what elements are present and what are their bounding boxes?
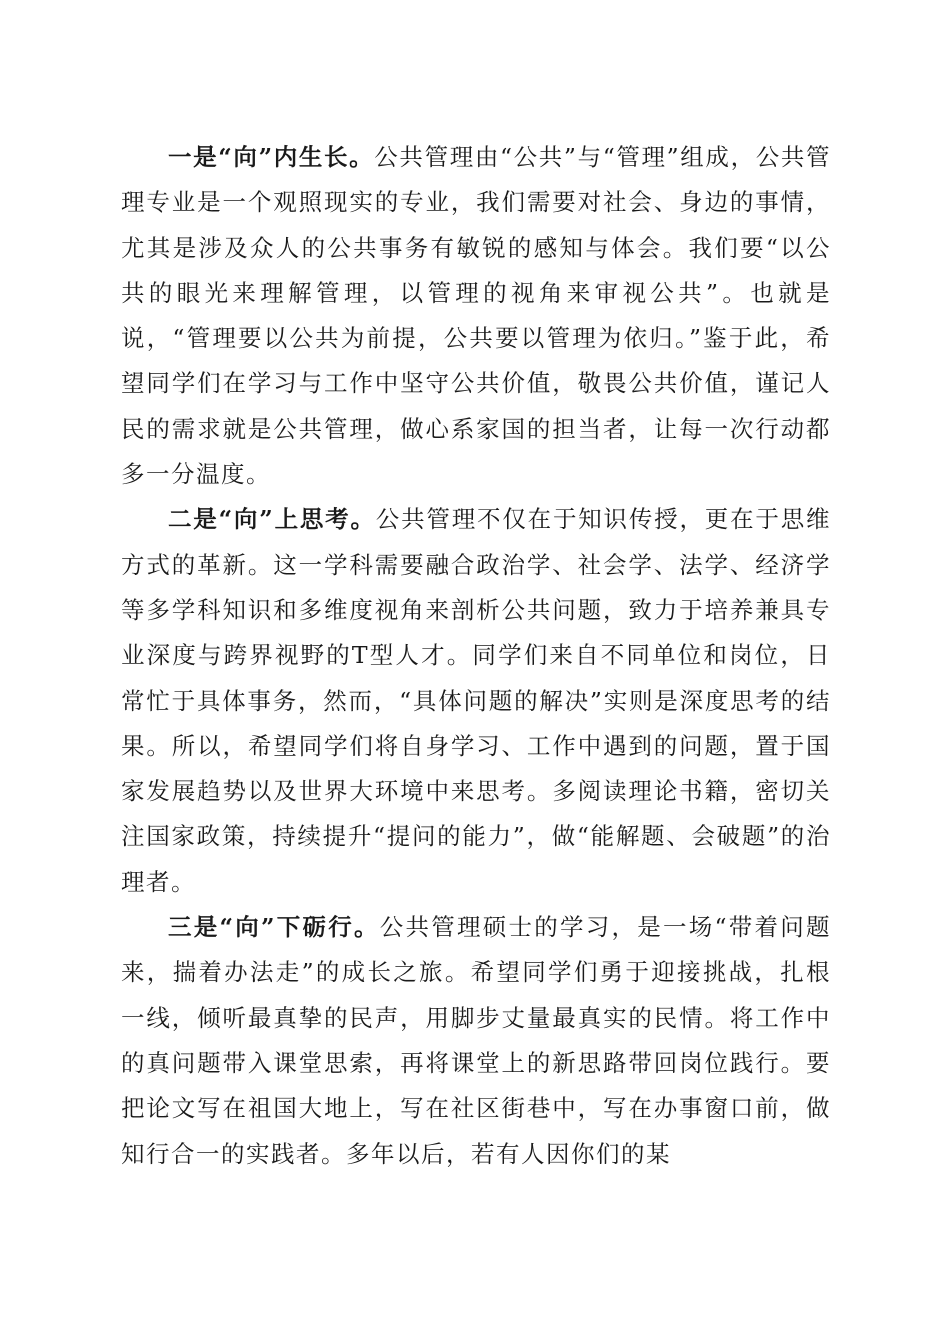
document-body — [121, 135, 831, 1177]
paragraph-lead: 二是“向”上思考。 — [168, 505, 376, 534]
paragraph-lead: 三是“向”下砺行。 — [168, 913, 380, 942]
paragraph-inward-growth — [121, 135, 831, 497]
paragraph-body: 公共管理不仅在于知识传授，更在于思维方式的革新。这一学科需要融合政治学、社会学、法学、经济学等多学科知识和多维度视角来剖析公共问题，致力于培养兼具专业深度与跨界视野的T型人才。同学们来自不同单位和岗位，日常忙于具体事务，然而，“具体问题的解决”实则是深度思考的结果。所以，希望同学们将自身学习、工作中遇到的问题，置于国家发展趋势以及世界大环境中来思考。多阅读理论书籍，密切关注国家政策，持续提升“提问的能力”，做“能解题、会破题”的治理者。 — [121, 505, 831, 896]
paragraph-upward-thinking — [121, 497, 831, 905]
paragraph-body: 公共管理硕士的学习，是一场“带着问题来，揣着办法走”的成长之旅。希望同学们勇于迎接挑战，扎根一线，倾听最真挚的民声，用脚步丈量最真实的民情。将工作中的真问题带入课堂思索，再将课堂上的新思路带回岗位践行。要把论文写在祖国大地上，写在社区街巷中，写在办事窗口前，做知行合一的实践者。多年以后，若有人因你们的某 — [121, 913, 831, 1168]
paragraph-body: 公共管理由“公共”与“管理”组成，公共管理专业是一个观照现实的专业，我们需要对社会、身边的事情，尤其是涉及众人的公共事务有敏锐的感知与体会。我们要“以公共的眼光来理解管理，以管理的视角来审视公共”。也就是说，“管理要以公共为前提，公共要以管理为依归。”鉴于此，希望同学们在学习与工作中坚守公共价值，敬畏公共价值，谨记人民的需求就是公共管理，做心系家国的担当者，让每一次行动都多一分温度。 — [121, 143, 831, 489]
paragraph-lead: 一是“向”内生长。 — [168, 143, 375, 171]
paragraph-downward-practice — [121, 905, 831, 1177]
